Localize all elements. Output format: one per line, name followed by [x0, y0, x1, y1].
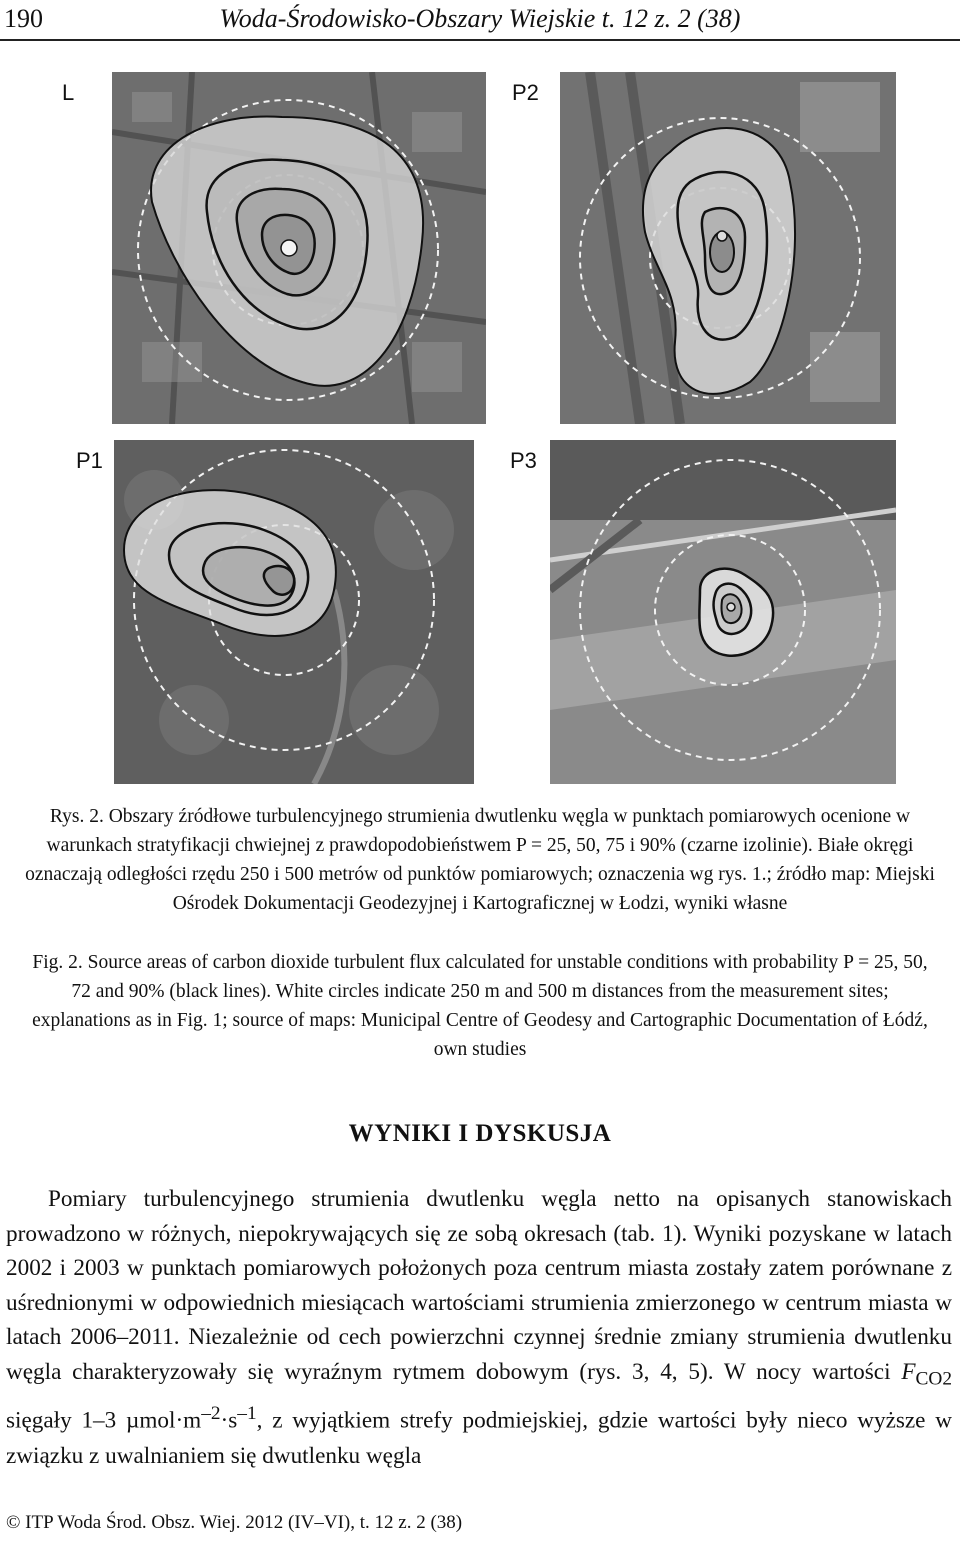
aerial-map-p1: [114, 440, 474, 784]
panel-label-p3: P3: [510, 448, 537, 473]
body-text-part3: ·s: [220, 1407, 238, 1434]
map-panel-p2: [560, 72, 896, 424]
body-paragraph-text: [6, 1182, 952, 1473]
map-panel-p1: [114, 440, 474, 784]
running-title: Woda-Środowisko-Obszary Wiejskie t. 12 z. 2 (38): [219, 4, 741, 33]
map-panel-p3: [550, 440, 896, 784]
map-panel-l: [112, 72, 486, 424]
panel-label-l: L: [62, 80, 75, 105]
aerial-map-p3: [550, 440, 896, 784]
flux-subscript: CO2: [915, 1368, 952, 1390]
section-title: WYNIKI I DYSKUSJA: [348, 1120, 612, 1147]
aerial-map-l: [112, 72, 486, 424]
page-header: [0, 0, 960, 40]
aerial-map-p2: [560, 72, 896, 424]
page-number: 190: [4, 4, 43, 33]
unit-superscript-2: –1: [237, 1403, 257, 1425]
panel-label-p2: P2: [512, 80, 539, 105]
body-text-part4: , z wyjątkiem strefy podmiejskiej, gdzie wartości były nieco wyższe w związku z uwalnianiem się dwutlenku węgla: [6, 1407, 952, 1469]
body-paragraph: [6, 1182, 952, 1473]
unit-superscript-1: –2: [201, 1403, 221, 1425]
body-text-part1: Pomiary turbulencyjnego strumienia dwutlenku węgla netto na opisanych stanowiskach prowadzono w różnych, niepokrywających się ze sobą okresach (tab. 1). Wyniki pozyskane w latach 2002 i 2003 w punktach pomiarowych położonych poza centrum miasta zostały zatem porównane z uśrednionymi w odpowiednich miesiącach wartościami strumienia zmierzonego w centrum miasta w latach 2006–2011. Niezależnie od cech powierzchni czynnej średnie zmiany strumienia dwutlenku węgla charakteryzowały się wyraźnym rytmem dobowym (rys. 3, 4, 5). W nocy wartości: [6, 1186, 952, 1385]
caption-en-text: Fig. 2. Source areas of carbon dioxide turbulent flux calculated for unstable conditions with probability P = 25, 50, 72 and 90% (black lines). White circles indicate 250 m and 500 m distances from the measurement sites; explanations as in Fig. 1; source of maps: Municipal Centre of Geodesy and Cartographic Documentation of Łódź, own studies: [32, 952, 928, 1060]
caption-pl-text: Rys. 2. Obszary źródłowe turbulencyjnego strumienia dwutlenku węgla w punktach pomiarowych ocenione w warunkach stratyfikacji chwiejnej z prawdopodobieństwem P = 25, 50, 75 i 90% (czarne izolinie). Białe okręgi oznaczają odległości rzędu 250 i 500 metrów od punktów pomiarowych; oznaczenia wg rys. 1.; źródło map: Miejski Ośrodek Dokumentacji Geodezyjnej i Kartograficznej w Łodzi, wyniki własne: [25, 806, 935, 914]
flux-symbol: F: [901, 1358, 916, 1385]
panel-label-p1: P1: [76, 448, 103, 473]
figure-caption-en: [22, 948, 938, 1064]
body-text-part2: sięgały 1–3 µmol·m: [6, 1407, 202, 1434]
header-rule: [0, 39, 960, 41]
page-footer: © ITP Woda Środ. Obsz. Wiej. 2012 (IV–VI), t. 12 z. 2 (38): [6, 1512, 463, 1533]
figure-caption-pl: [22, 802, 938, 918]
